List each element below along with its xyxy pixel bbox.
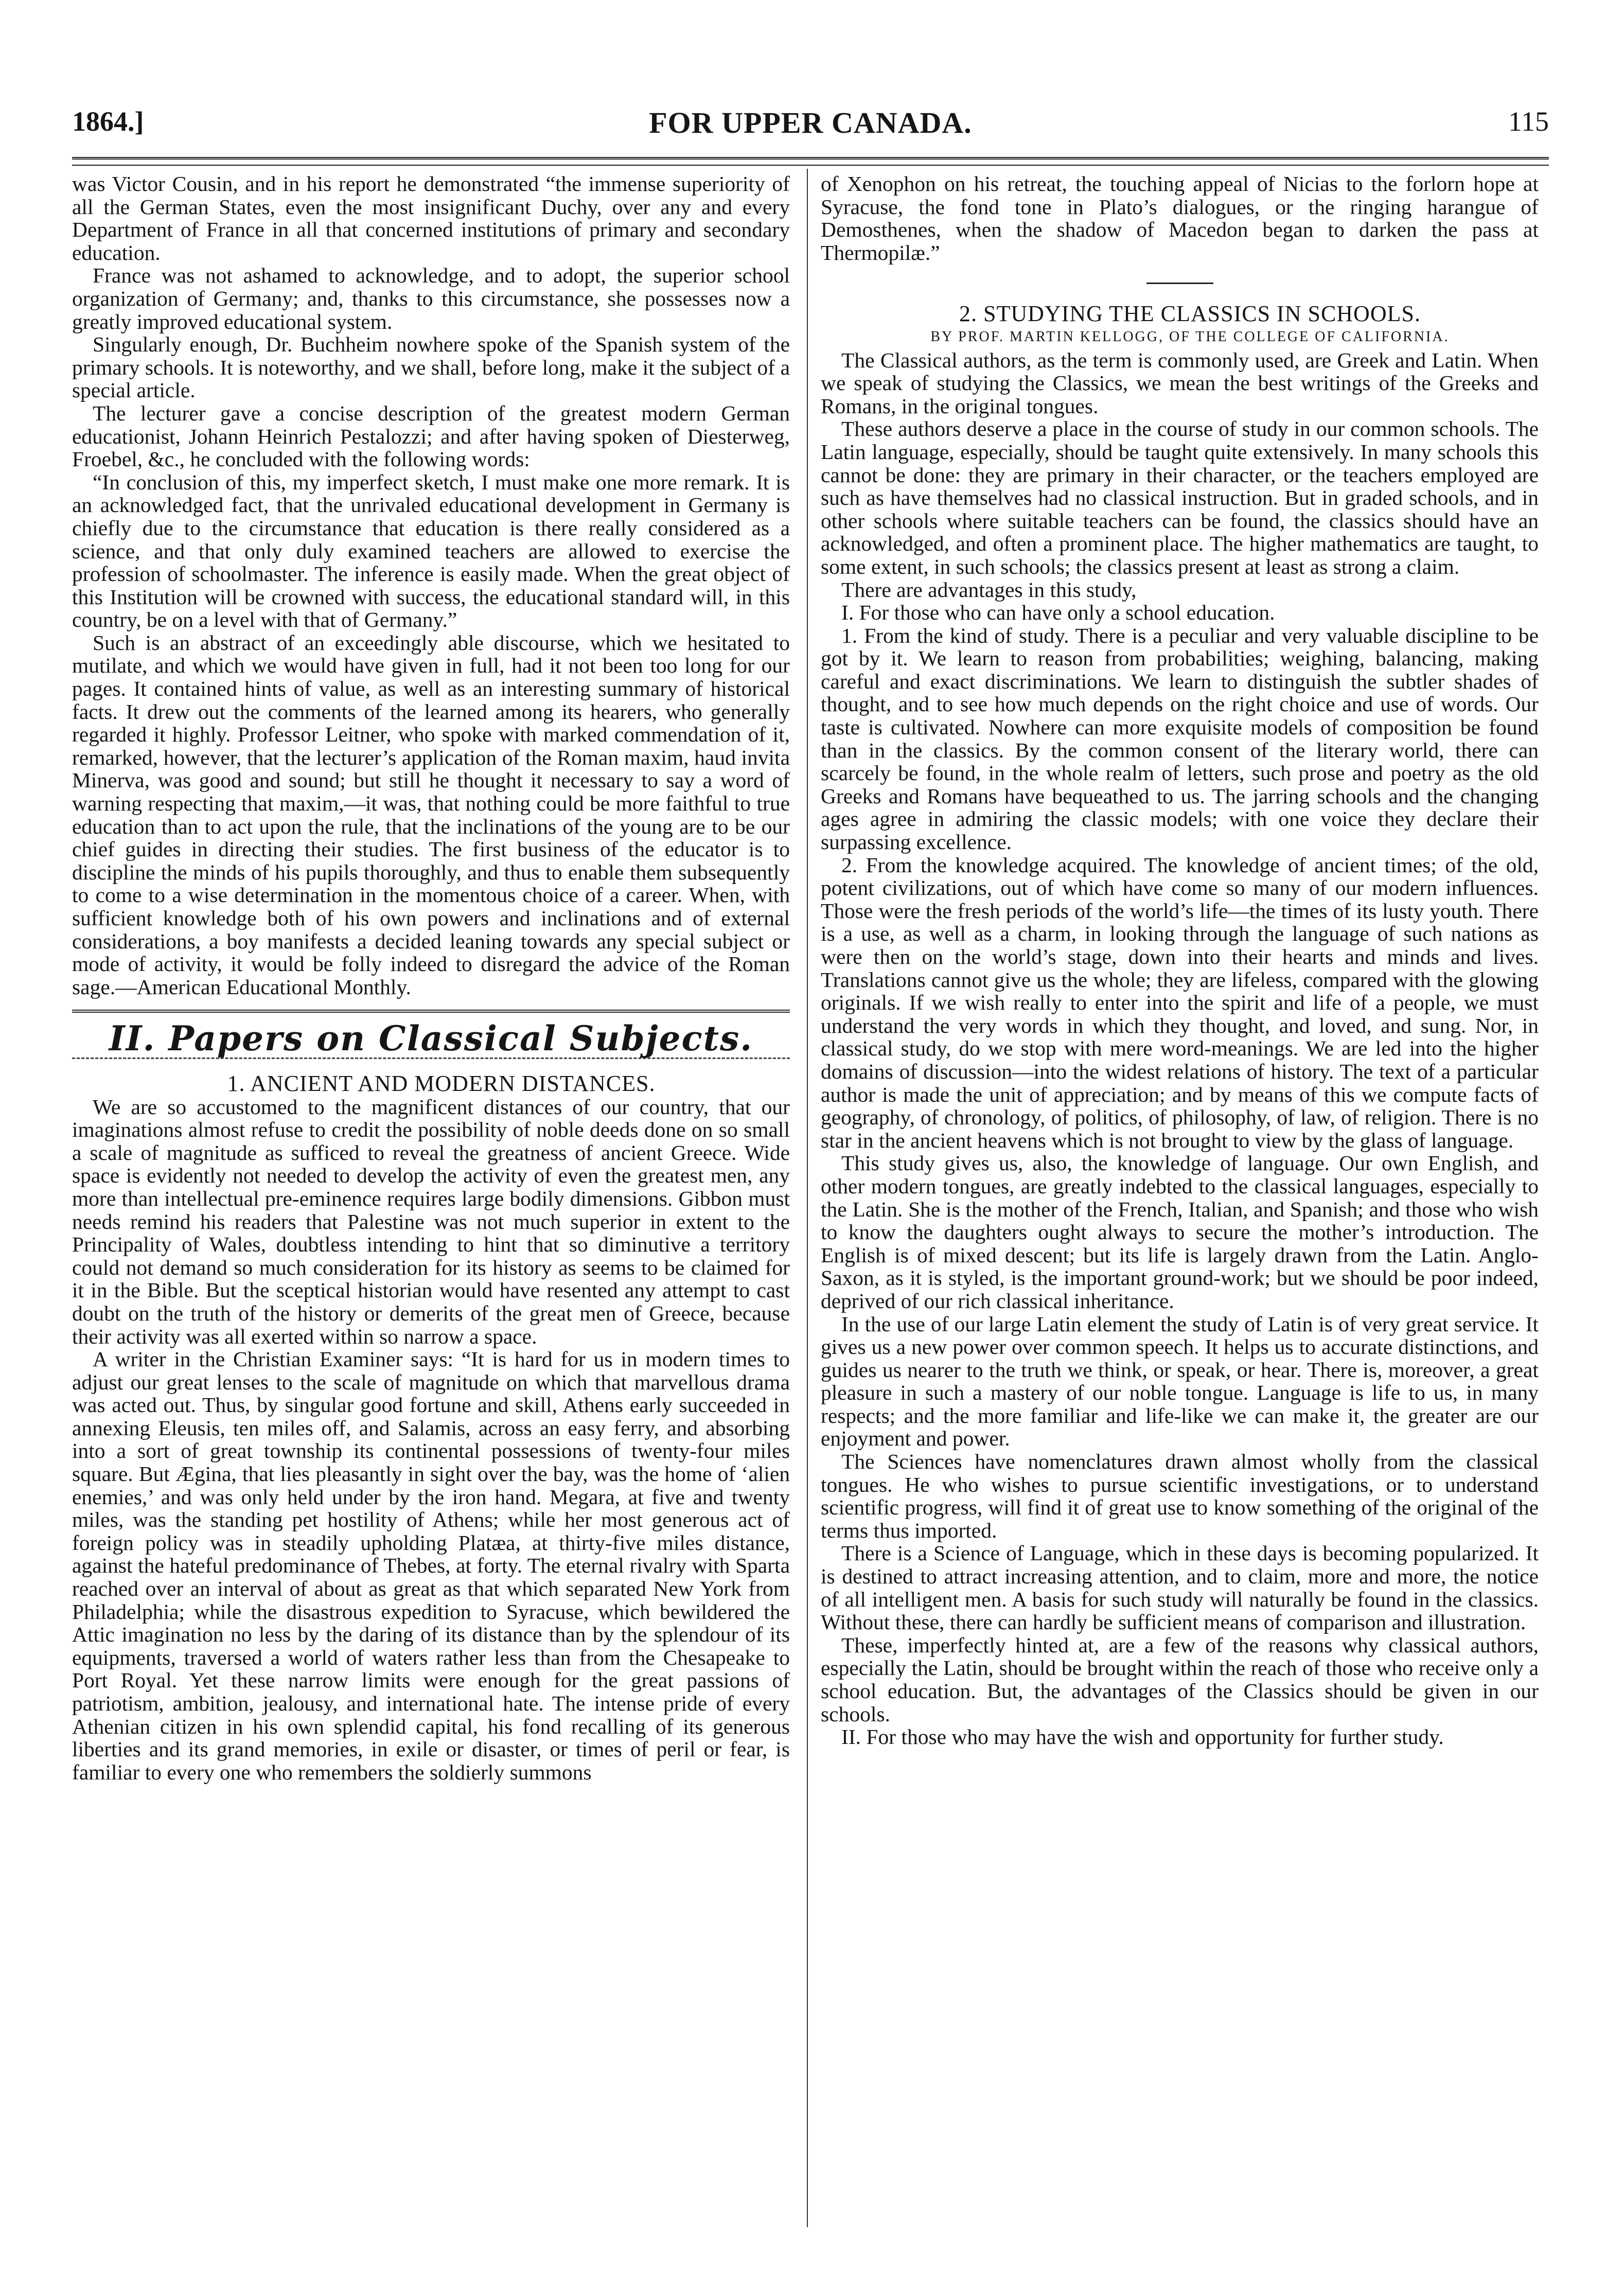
paragraph: 1. From the kind of study. There is a peculiar and very valuable discipline to be got by it. We learn to reason from probabilities; weighing, balancing, making careful and exact discriminations. We learn to distinguish the subtler shades of thought, and to see how much depends on the right choice and use of words. Our taste is cultivated. Nowhere can more exquisite models of composition be found than in the classics. By the common consent of the literary world, there can scarcely be found, in the whole realm of letters, such prose and poetry as the old Greeks and Romans have bequeathed to us. The jarring schools and the changing ages agree in admiring the classic models; with one voice they declare their surpassing excellence. <box>821 623 1539 854</box>
paragraph: These authors deserve a place in the course of study in our common schools. The Latin language, especially, should be taught quite extensively. In many schools this cannot be done: they are primary in their character, or the teachers employed are such as have themselves had no classical instruction. But in graded schools, and in other schools where suitable teachers can be found, the classics should have an acknowledged, and often a prominent place. The higher mathematics are taught, to some extent, in such schools; the classics present at least as strong a claim. <box>821 417 1539 578</box>
paragraph: was Victor Cousin, and in his report he demonstrated “the immense superiority of all the German States, even the most insignificant Duchy, over any and every Department of France in all that concerned institutions of primary and secondary education. <box>72 172 790 264</box>
paragraph: of Xenophon on his retreat, the touching appeal of Nicias to the forlorn hope at Syracuse, the fond tone in Plato’s dialogues, or the ringing harangue of Demosthenes, when the shadow of Macedon began to darken the pass at Thermopilæ.” <box>821 172 1539 264</box>
column-divider <box>807 169 808 2227</box>
header-year: 1864.] <box>72 106 144 137</box>
paragraph: Singularly enough, Dr. Buchheim nowhere spoke of the Spanish system of the primary schools. It is noteworthy, and we shall, before long, make it the subject of a special article. <box>72 332 790 402</box>
section-heading-text: II. Papers on Classical Subjects. <box>109 1018 753 1059</box>
paragraph: This study gives us, also, the knowledge of language. Our own English, and other modern tongues, are greatly indebted to the classical languages, especially to the Latin. She is the mother of the French, Italian, and Spanish; and those who wish to know the daughters ought always to secure the mother’s introduction. The English is of mixed descent; but its life is largely drawn from the Latin. Anglo-Saxon, as it is styled, is the important ground-work; but we should be poor indeed, deprived of our rich classical inheritance. <box>821 1151 1539 1313</box>
page-number: 115 <box>1508 106 1549 137</box>
paragraph: In the use of our large Latin element the study of Latin is of very great service. It gives us a new power over common speech. It helps us to accurate distinctions, and guides us nearer to the truth we think, or speak, or hear. There is, moreover, a great pleasure in such a mastery of our noble tongue. Language is life to us, in many respects; and the more familiar and life-like we can make it, the greater are our enjoyment and power. <box>821 1312 1539 1451</box>
article-title: 1. ANCIENT AND MODERN DISTANCES. <box>227 1070 656 1096</box>
right-column <box>821 172 1539 1749</box>
page-header <box>72 105 1549 154</box>
article-separator <box>1146 283 1213 284</box>
section-rule <box>72 1010 790 1015</box>
paragraph: II. For those who may have the wish and opportunity for further study. <box>841 1725 1444 1749</box>
paragraph: There is a Science of Language, which in these days is becoming popularized. It is destined to attract increasing attention, and to claim, more and more, the notice of all intelligent men. A basis for such study will naturally be found in the classics. Without these, there can hardly be sufficient means of comparison and illustration. <box>821 1541 1539 1634</box>
running-title: FOR UPPER CANADA. <box>649 106 972 139</box>
paragraph: A writer in the Christian Examiner says: “It is hard for us in modern times to adjust our great lenses to the scale of magnitude on which that marvellous drama was acted out. Thus, by singular good fortune and skill, Athens early succeeded in annexing Eleusis, ten miles off, and Salamis, across an easy ferry, and absorbing into a sort of great township its continental possessions of twenty-four miles square. But Ægina, that lies pleasantly in sight over the bay, was the home of ‘alien enemies,’ and was only held under by the iron hand. Megara, at five and twenty miles, was the standing pet hostility of Athens; while her most generous act of foreign policy was in steadily upholding Platæa, at thirty-five miles distance, against the hateful predominance of Thebes, at forty. The eternal rivalry with Sparta reached over an interval of about as great as that which separated New York from Philadelphia; while the disastrous expedition to Syracuse, which bewildered the Attic imagination no less by the daring of its distance than by the splendour of its equipments, traversed a world of waters rather less than from the Chesapeake to Port Royal. Yet these narrow limits were enough for the great passions of patriotism, ambition, jealousy, and international hate. The intense pride of every Athenian citizen in his own splendid capital, his fond recalling of its generous liberties and its grand memories, in exile or disaster, or times of peril or fear, is familiar to every one who remembers the soldierly summons <box>72 1347 790 1784</box>
paragraph: There are advantages in this study, <box>841 577 1137 602</box>
paragraph: We are so accustomed to the magnificent distances of our country, that our imaginations almost refuse to credit the possibility of noble deeds done on so small a scale of magnitude as sufficed to reveal the greatness of ancient Greece. Wide space is evidently not needed to develop the activity of even the greatest men, any more than intellectual pre-eminence requires large bodily dimensions. Gibbon must needs remind his readers that Palestine was not much superior in extent to the Principality of Wales, doubtless intending to hint that so diminutive a territory could not demand so much consideration for its history as seems to be claimed for it in the Bible. But the sceptical historian would have resented any attempt to cast doubt on the truth of the history or demerits of the great men of Greece, because their activity was all exerted within so narrow a space. <box>72 1095 790 1348</box>
left-column <box>72 172 790 1784</box>
paragraph: France was not ashamed to acknowledge, and to adopt, the superior school organization of Germany; and, thanks to this circumstance, she possesses now a greatly improved educational system. <box>72 263 790 333</box>
paragraph: These, imperfectly hinted at, are a few of the reasons why classical authors, especially the Latin, should be brought within the reach of those who receive only a school education. But, the advantages of the Classics should be given in our schools. <box>821 1633 1539 1726</box>
paragraph: Such is an abstract of an exceedingly able discourse, which we hesitated to mutilate, and which we would have given in full, had it not been too long for our pages. It contained hints of value, as well as an interesting summary of historical facts. It drew out the comments of the learned among its hearers, who generally regarded it highly. Professor Leitner, who spoke with marked commendation of it, remarked, however, that the lecturer’s application of the Roman maxim, haud invita Minerva, was good and sound; but still he thought it necessary to say a word of warning respecting that maxim,—it was, that nothing could be more faithful to true education than to act upon the rule, that the inclinations of the young are to be our chief guides in directing their studies. The first business of the educator is to discipline the minds of his pupils thoroughly, and thus to enable them subsequently to come to a wise determination in the momentous choice of a career. When, with sufficient knowledge both of his own powers and inclinations and of external considerations, a boy manifests a decided leaning towards any special subject or mode of activity, it would be folly indeed to disregard the advice of the Roman sage.—American Educational Monthly. <box>72 630 790 999</box>
article-byline: BY PROF. MARTIN KELLOGG, OF THE COLLEGE OF CALIFORNIA. <box>930 328 1450 345</box>
paragraph: The Sciences have nomenclatures drawn almost wholly from the classical tongues. He who wishes to pursue scientific investigations, or to understand scientific progress, will find it of great use to know something of the original of the terms thus imported. <box>821 1450 1539 1542</box>
section-heading <box>72 1018 790 1059</box>
paragraph: The Classical authors, as the term is commonly used, are Greek and Latin. When we speak of studying the Classics, we mean the best writings of the Greeks and Romans, in the original tongues. <box>821 348 1539 418</box>
paragraph: I. For those who can have only a school education. <box>841 601 1275 625</box>
paragraph: The lecturer gave a concise description of the greatest modern German educationist, Johann Heinrich Pestalozzi; and after having spoken of Diesterweg, Froebel, &c., he concluded with the following words: <box>72 401 790 471</box>
paragraph: 2. From the knowledge acquired. The knowledge of ancient times; of the old, potent civilizations, out of which have come so many of our modern influences. Those were the fresh periods of the world’s life—the times of its lusty youth. There is a use, as well as a charm, in looking through the language of such nations as were then on the world’s stage, down into their hearts and minds and lives. Translations cannot give us the whole; they are lifeless, compared with the glowing originals. If we wish really to enter into the spirit and life of a people, we must understand the very words in which they thought, and loved, and sung. Nor, in classical study, do we stop with mere word-meanings. We are led into the higher domains of discussion—into the widest relations of history. The text of a particular author is made the unit of appreciation; and by means of this we compute facts of geography, of chronology, of politics, of philosophy, of law, of religion. There is no star in the ancient heavens which is not brought to view by the glass of language. <box>821 853 1539 1152</box>
header-rule <box>72 157 1549 166</box>
article-title: 2. STUDYING THE CLASSICS IN SCHOOLS. <box>959 301 1421 327</box>
quoted-paragraph: “In conclusion of this, my imperfect sketch, I must make one more remark. It is an acknowledged fact, that the unrivaled educational development in Germany is chiefly due to the circumstance that education is there really considered as a science, and that only duly examined teachers are allowed to exercise the profession of schoolmaster. The inference is easily made. When the great object of this Institution will be crowned with success, the educational standard will, in this country, be on a level with that of Germany.” <box>72 470 790 632</box>
